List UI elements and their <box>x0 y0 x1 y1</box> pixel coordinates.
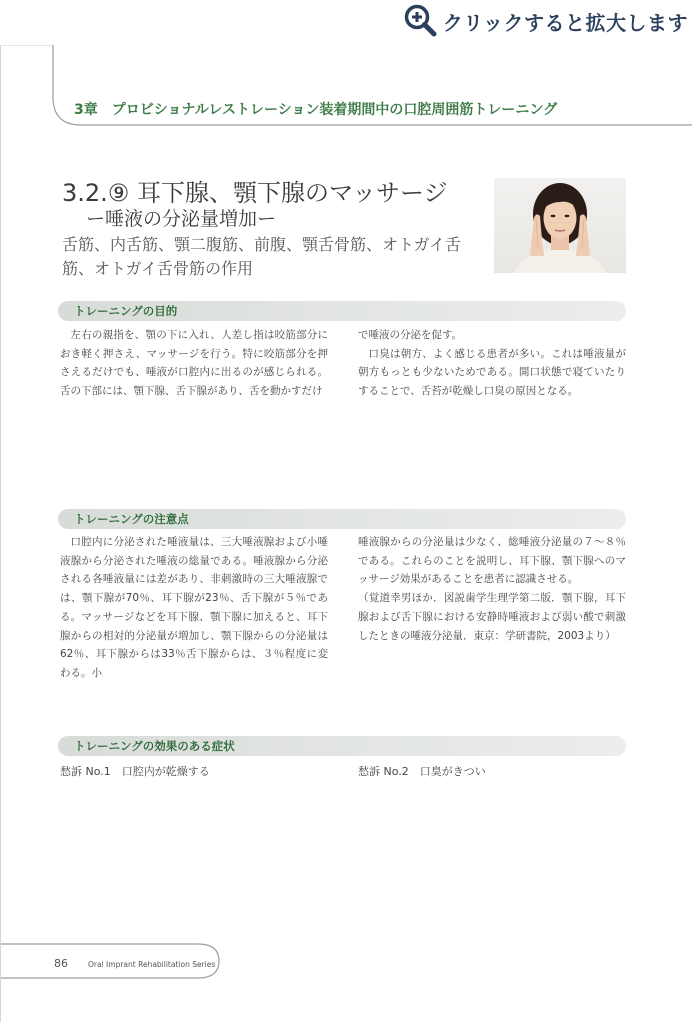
page-title: 3.2.⑨ 耳下腺、顎下腺のマッサージ <box>62 179 448 207</box>
symptom-item-2: 愁訴 No.2 口臭がきつい <box>358 765 486 778</box>
section-label-caution: トレーニングの注意点 <box>74 512 189 526</box>
caution-paragraph-1-cont: 唾液腺からの分泌量は少なく、総唾液分泌量の７～８％である。これらのことを説明し、耳下腺、顎下腺へのマッサージ効果があることを患者に認識させる。 <box>358 536 626 586</box>
document-page <box>0 45 692 1022</box>
section-label-effects: トレーニングの効果のある症状 <box>74 739 235 753</box>
caution-paragraph-1: 口腔内に分泌された唾液量は、三大唾液腺および小唾液腺から分泌された唾液の総量である。唾液腺から分泌される各唾液量には差があり、非刺激時の三大唾液腺では、顎下腺が70％、耳下腺が23％、舌下腺が５％である。マッサージなどを耳下腺、顎下腺に加えると、耳下腺からの相対的分泌量が増加し、顎下腺からの分泌量は62％、耳下腺からは33％舌下腺からは、３％程度に変わる。小 <box>60 536 328 679</box>
section-bar-caution <box>58 509 626 529</box>
page-subtitle: ー唾液の分泌量増加ー <box>86 208 277 230</box>
massage-demo-photo <box>494 178 626 273</box>
zoom-bar <box>0 0 692 42</box>
zoom-in-icon <box>403 3 439 39</box>
woman-massage-illustration <box>494 178 626 273</box>
muscle-list: 舌筋、内舌筋、顎二腹筋、前腹、顎舌骨筋、オトガイ舌筋、オトガイ舌骨筋の作用 <box>62 235 462 278</box>
chapter-title: 3章 プロビショナルレストレーション装着期間中の口腔周囲筋トレーニング <box>74 102 558 118</box>
zoom-button[interactable] <box>403 3 688 39</box>
purpose-text-left <box>60 326 328 401</box>
purpose-paragraph-2: 口臭は朝方、よく感じる患者が多い。これは唾液量が朝方もっとも少ないためである。開口状態で寝ていたりすることで、舌苔が乾燥し口臭の原因となる。 <box>358 347 626 398</box>
section-bar-purpose <box>58 301 626 321</box>
purpose-text-right <box>358 326 626 401</box>
symptom-item-1: 愁訴 No.1 口腔内が乾燥する <box>60 765 210 778</box>
section-label-purpose: トレーニングの目的 <box>74 304 178 318</box>
caution-text-right <box>358 533 626 645</box>
section-bar-effects <box>58 736 626 756</box>
purpose-paragraph-1: 左右の親指を、顎の下に入れ、人差し指は咬筋部分におき軽く押さえ、マッサージを行う。特に咬筋部分を押さえるだけでも、唾液が口腔内に出るのが感じられる。舌の下部には、顎下腺、舌下腺があり、舌を動かすだけ <box>60 329 328 398</box>
series-name: Oral Imprant Rehabilitation Series <box>88 960 216 969</box>
page-number: 86 <box>54 957 68 970</box>
caution-citation: （覚道幸男ほか．図説歯学生理学第二版．顎下腺，耳下腺および舌下腺における安静時唾液および弱い酸で刺激したときの唾液分泌量．東京：学研書院，2003より） <box>358 592 626 642</box>
purpose-paragraph-1-cont: で唾液の分泌を促す。 <box>358 329 463 341</box>
caution-text-left <box>60 533 328 683</box>
zoom-label: クリックすると拡大します <box>442 10 688 35</box>
